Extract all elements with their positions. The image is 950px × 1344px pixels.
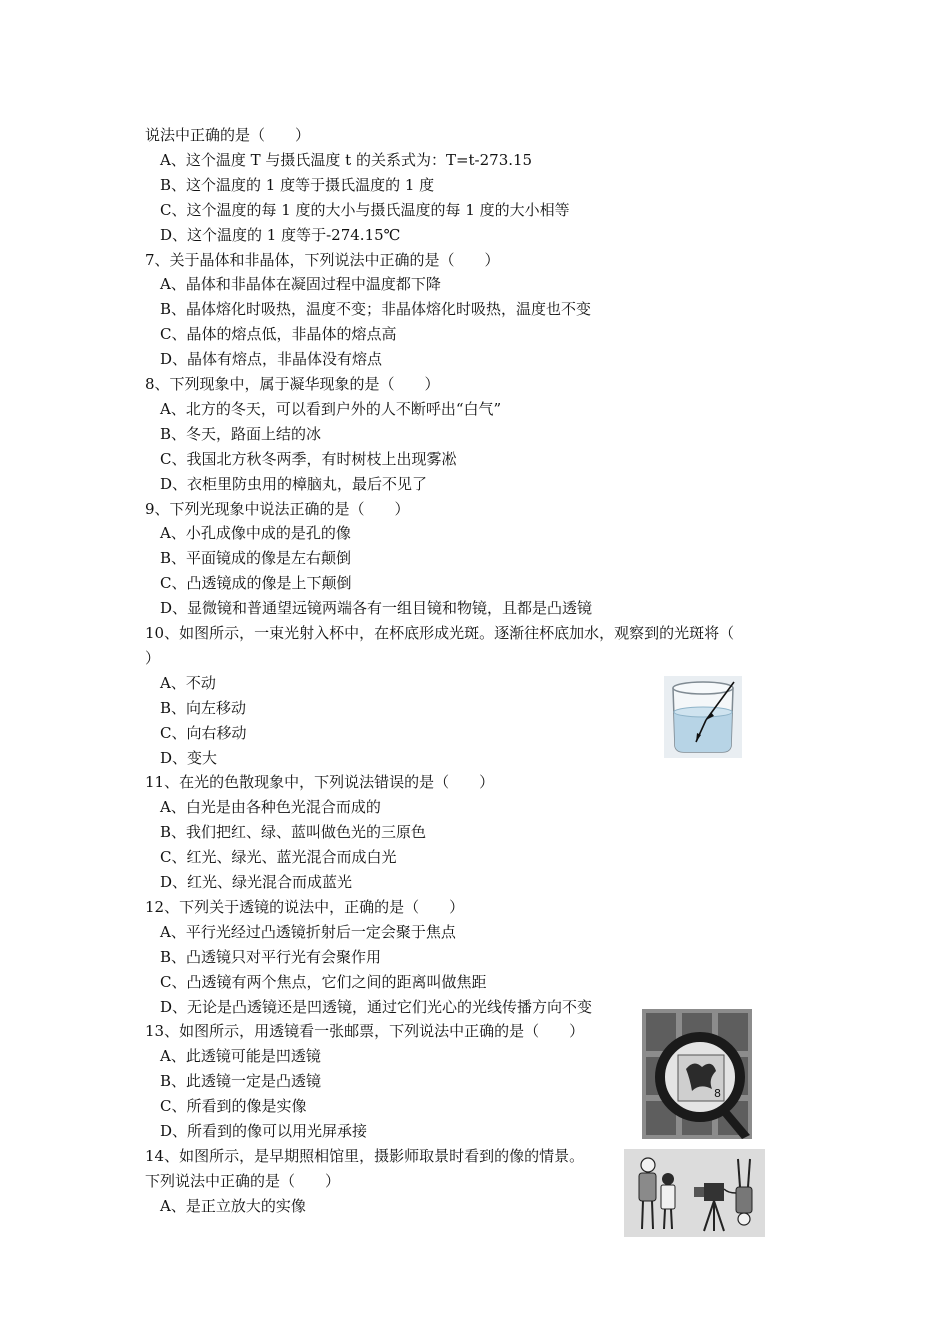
option-line: D、所看到的像可以用光屏承接 [160, 1122, 368, 1140]
question-line: 13、如图所示，用透镜看一张邮票，下列说法中正确的是（ ） [145, 1022, 585, 1041]
question-line: 12、下列关于透镜的说法中，正确的是（ ） [145, 897, 465, 916]
option-line: D、显微镜和普通望远镜两端各有一组目镜和物镜，且都是凸透镜 [160, 599, 593, 618]
option-line: D、衣柜里防虫用的樟脑丸，最后不见了 [160, 474, 428, 493]
question-line: ） [145, 648, 161, 667]
option-line: C、我国北方秋冬两季，有时树枝上出现雾凇 [160, 449, 457, 468]
option-line: A、晶体和非晶体在凝固过程中温度都下降 [160, 275, 441, 294]
option-line: A、白光是由各种色光混合而成的 [160, 798, 381, 817]
option-line: D、这个温度的 1 度等于-274.15℃ [160, 225, 401, 244]
option-line: B、晶体熔化时吸热，温度不变；非晶体熔化时吸热，温度也不变 [160, 300, 592, 319]
option-line: D、红光、绿光混合而成蓝光 [160, 873, 353, 891]
option-line: A、这个温度 T 与摄氏温度 t 的关系式为：T=t-273.15 [160, 150, 533, 169]
option-line: C、凸透镜有两个焦点，它们之间的距离叫做焦距 [160, 972, 487, 991]
camera-scene-figure [624, 1149, 765, 1237]
beaker-figure [664, 676, 742, 758]
option-line: B、此透镜一定是凸透镜 [160, 1072, 322, 1091]
option-line: B、冬天，路面上结的冰 [160, 424, 322, 443]
option-line: C、这个温度的每 1 度的大小与摄氏温度的每 1 度的大小相等 [160, 200, 570, 219]
question-line: 14、如图所示，是早期照相馆里，摄影师取景时看到的像的情景。 [145, 1146, 585, 1165]
option-line: C、向右移动 [160, 723, 247, 742]
option-line: D、无论是凸透镜还是凹透镜，通过它们光心的光线传播方向不变 [160, 997, 593, 1016]
option-line: C、凸透镜成的像是上下颠倒 [160, 574, 352, 593]
option-line: C、所看到的像是实像 [160, 1097, 307, 1116]
option-line: A、不动 [160, 673, 216, 692]
option-line: B、这个温度的 1 度等于摄氏温度的 1 度 [160, 175, 435, 194]
question-line: 下列说法中正确的是（ ） [145, 1171, 341, 1190]
option-line: D、变大 [160, 748, 218, 767]
option-line: B、向左移动 [160, 698, 247, 717]
stamp-figure [642, 1009, 752, 1139]
option-line: C、晶体的熔点低，非晶体的熔点高 [160, 325, 397, 344]
option-line: B、我们把红、绿、蓝叫做色光的三原色 [160, 823, 427, 842]
option-line: B、平面镜成的像是左右颠倒 [160, 549, 352, 568]
option-line: A、此透镜可能是凹透镜 [160, 1047, 321, 1066]
option-line: B、凸透镜只对平行光有会聚作用 [160, 947, 382, 966]
question-line: 11、在光的色散现象中，下列说法错误的是（ ） [145, 773, 495, 792]
option-line: A、北方的冬天，可以看到户外的人不断呼出“白气” [160, 399, 502, 418]
question-line: 7、关于晶体和非晶体，下列说法中正确的是（ ） [145, 250, 500, 269]
option-line: A、小孔成像中成的是孔的像 [160, 524, 351, 543]
question-line: 说法中正确的是（ ） [145, 126, 311, 144]
question-line: 10、如图所示，一束光射入杯中，在杯底形成光斑。逐渐往杯底加水，观察到的光斑将（ [145, 624, 735, 642]
option-line: C、红光、绿光、蓝光混合而成白光 [160, 848, 397, 867]
option-line: A、平行光经过凸透镜折射后一定会聚于焦点 [160, 922, 456, 941]
question-line: 9、下列光现象中说法正确的是（ ） [145, 499, 410, 518]
option-line: A、是正立放大的实像 [160, 1196, 306, 1215]
stamp-value-label: 8 [714, 1087, 721, 1100]
question-line: 8、下列现象中，属于凝华现象的是（ ） [145, 375, 440, 393]
option-line: D、晶体有熔点，非晶体没有熔点 [160, 350, 383, 369]
